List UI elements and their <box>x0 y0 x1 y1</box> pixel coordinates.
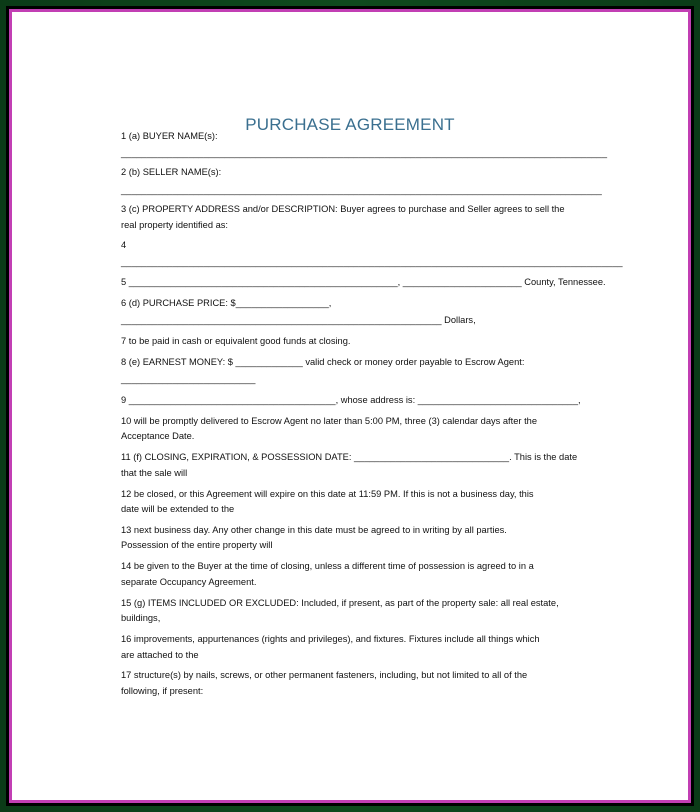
line-4-blank: _________________________________________________________________________________________________ <box>121 257 623 267</box>
line-10-cont: Acceptance Date. <box>121 431 195 441</box>
line-1-buyer: 1 (a) BUYER NAME(s): <box>121 131 218 141</box>
line-17-cont: following, if present: <box>121 686 204 696</box>
line-12: 12 be closed, or this Agreement will expire on this date at 11:59 PM. If this is not a business day, this <box>121 489 534 499</box>
line-7: 7 to be paid in cash or equivalent good funds at closing. <box>121 336 351 346</box>
line-2-seller: 2 (b) SELLER NAME(s): <box>121 167 222 177</box>
line-4: 4 <box>121 240 127 250</box>
line-11-cont: that the sale will <box>121 468 188 478</box>
line-15-items: 15 (g) ITEMS INCLUDED OR EXCLUDED: Included, if present, as part of the property sale: all real estate, <box>121 598 559 608</box>
line-8-earnest: 8 (e) EARNEST MONEY: $ _____________ valid check or money order payable to Escrow Agent: <box>121 357 525 367</box>
line-6-price: 6 (d) PURCHASE PRICE: $__________________, <box>121 298 332 308</box>
document-page <box>12 12 688 800</box>
line-14: 14 be given to the Buyer at the time of closing, unless a different time of possession is agreed to in a <box>121 561 534 571</box>
line-13: 13 next business day. Any other change in this date must be agreed to in writing by all parties. <box>121 525 507 535</box>
line-3-cont: real property identified as: <box>121 220 228 230</box>
line-14-cont: separate Occupancy Agreement. <box>121 577 257 587</box>
line-8-blank: __________________________ <box>121 374 256 384</box>
line-11-closing: 11 (f) CLOSING, EXPIRATION, & POSSESSION DATE: ______________________________. This is the date <box>121 452 578 462</box>
line-13-cont: Possession of the entire property will <box>121 540 273 550</box>
line-6-dollars: ______________________________________________________________ Dollars, <box>121 315 476 325</box>
line-5-county: 5 ____________________________________________________, _______________________ County, Tennessee. <box>121 277 606 287</box>
line-12-cont: date will be extended to the <box>121 504 235 514</box>
line-3-property: 3 (c) PROPERTY ADDRESS and/or DESCRIPTION: Buyer agrees to purchase and Seller agrees to sell the <box>121 204 565 214</box>
line-17: 17 structure(s) by nails, screws, or other permanent fasteners, including, but not limited to all of the <box>121 670 528 680</box>
line-15-cont: buildings, <box>121 613 161 623</box>
line-seller-blank: _____________________________________________________________________________________________ <box>121 185 602 195</box>
document-title: PURCHASE AGREEMENT <box>245 115 455 134</box>
line-16: 16 improvements, appurtenances (rights and privileges), and fixtures. Fixtures include all things which <box>121 634 540 644</box>
line-16-cont: are attached to the <box>121 650 199 660</box>
line-buyer-blank: ______________________________________________________________________________________________ <box>121 148 608 158</box>
line-9: 9 ________________________________________, whose address is: _______________________________, <box>121 395 581 405</box>
line-10: 10 will be promptly delivered to Escrow Agent no later than 5:00 PM, three (3) calendar days after the <box>121 416 537 426</box>
